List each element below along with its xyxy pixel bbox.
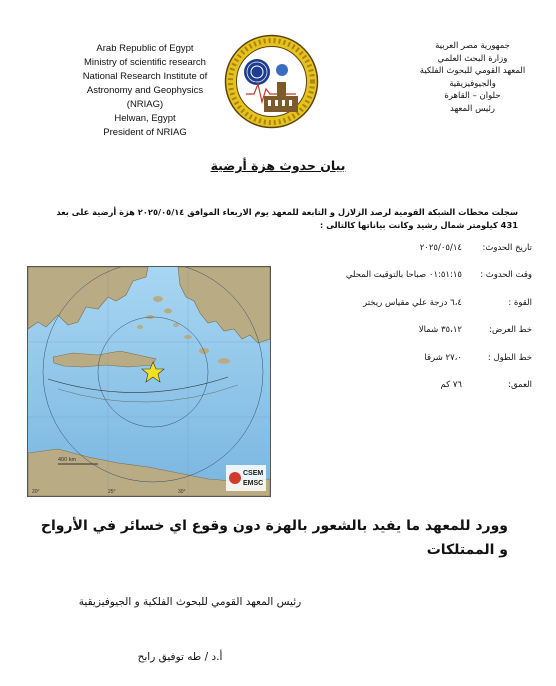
map-logo-text: EMSC [243,480,264,487]
detail-value: ٦،٤ درجة علي مقياس ريختر [363,298,462,308]
detail-row-magnitude [262,298,532,312]
detail-row-time [262,270,532,284]
header-line: المعهد القومي للبحوث الفلكية [419,66,526,76]
detail-value: ٣٥،١٢ شمالا [418,325,462,335]
header-line: Ministry of scientific research [84,57,206,68]
felt-report: وورد للمعهد ما يفيد بالشعور بالهزة دون وقوع اي خسائر في الأرواح و الممتلكات [40,518,508,558]
nriag-logo [224,34,319,129]
english-header [40,42,250,140]
map-tick-label: 25° [108,489,116,495]
detail-value: ٧٦ كم [440,380,462,390]
detail-row-depth [262,380,532,394]
header-line: رئيس المعهد [450,103,495,114]
detail-value: ٢٧،٠ شرقا [424,353,462,363]
document-title: بيان حدوث هزة أرضية [210,158,346,173]
detail-label: تاريخ الحدوث: [482,243,532,253]
detail-row-date [262,243,532,257]
intro-paragraph: سجلت محطات الشبكة القومية لرصد الزلازل و التابعة للمعهد يوم الاربعاء الموافق ٢٠٢٥/٠٥/١٤ هزة أرضية على بعد 431 كيلومتر شمال رشيد وكانت بياناتها كالتالى : [56,207,518,230]
map-scale-label: 400 km [58,457,77,463]
detail-label: خط الطول : [487,353,532,363]
header-line: Helwan, Egypt [114,113,176,124]
detail-value: ٠١:٥١:١٥ صباحا بالتوقيت المحلي [345,270,462,280]
epicenter-map [27,266,271,497]
header-line: والجيوفيزيقية [449,78,496,89]
detail-label: القوة : [508,298,532,308]
header-line: Astronomy and Geophysics [86,85,204,96]
header-line: (NRIAG) [126,99,164,110]
detail-label: وقت الحدوث : [480,270,532,280]
signature-title: رئيس المعهد القومي للبحوث الفلكية و الجيوفيزيقية [78,596,302,608]
signature-name: أ.د / طه توفيق رابح [137,651,223,663]
header-line: حلوان – القاهرة [444,91,501,101]
header-line: National Research Institute of [82,71,208,82]
map-tick-label: 20° [32,489,40,495]
header-line: President of NRIAG [103,127,187,138]
map-tick-label: 30° [178,489,186,495]
header-line: وزارة البحث العلمي [437,53,508,64]
header-line: جمهورية مصر العربية [435,41,510,51]
header-line: Arab Republic of Egypt [96,43,194,54]
detail-label: خط العرض: [489,325,532,335]
detail-row-latitude [262,325,532,339]
map-logo-text: CSEM [243,470,264,477]
arabic-header [415,40,530,115]
detail-label: العمق: [508,380,532,390]
detail-value: ٢٠٢٥/٠٥/١٤ [419,243,462,253]
detail-row-longitude [262,353,532,367]
